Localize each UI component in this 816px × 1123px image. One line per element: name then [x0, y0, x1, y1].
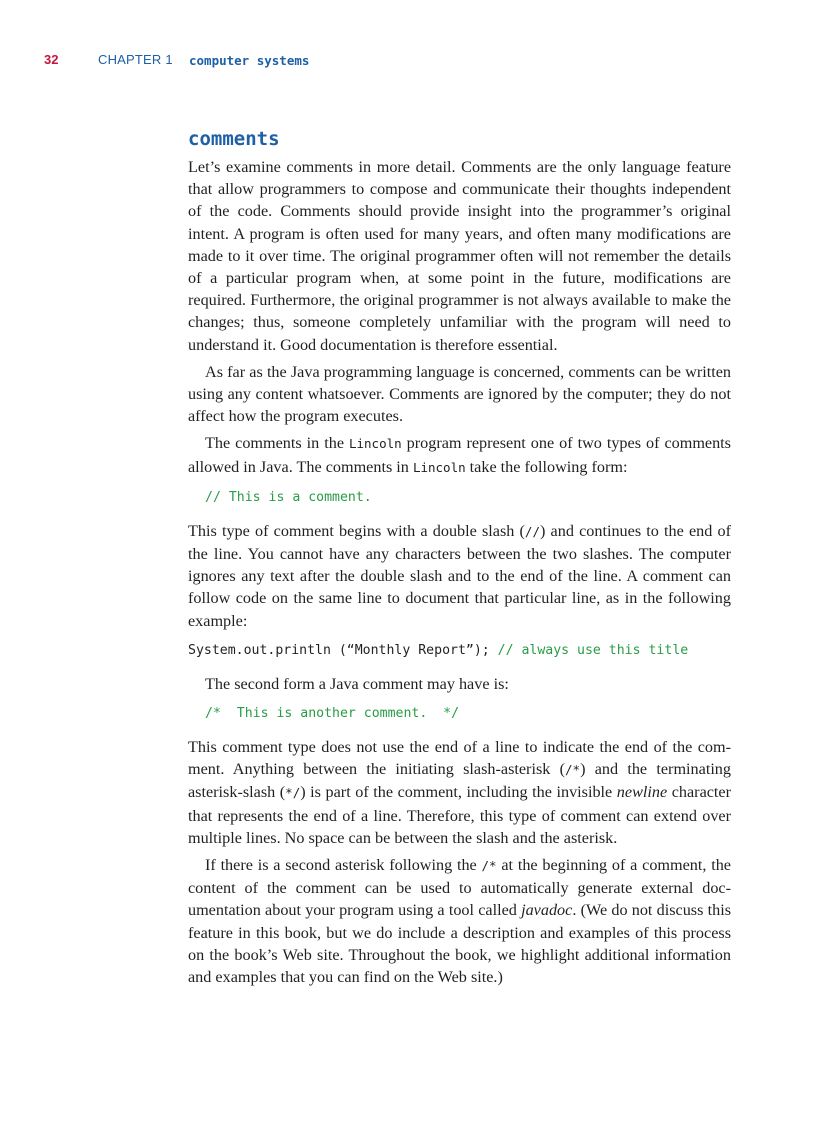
emphasis-newline: newline	[616, 783, 668, 802]
text-run: ) is part of the comment, including the invisible	[300, 783, 617, 802]
inline-code-double-slash: //	[524, 523, 540, 539]
paragraph-javadoc	[188, 854, 731, 988]
paragraph-java-content: As far as the Java programming language is concerned, comments can be written using any content whatsoever. Comments are ignored by the computer; they do not affect how the program executes.	[188, 362, 731, 426]
paragraph-intro: Let’s examine comments in more detail. Comments are the only language feature that allow programmers to compose and communicate their thoughts independent of the code. Comments should provide insight into the programmer’s original intent. A program is often used for many years, and often many modifications are made to it over time. The original programmer often will not remember the details of a particular program when, at some point in the future, modifications are required. Furthermore, the original programmer is not always available to make the changes; thus, someone completely unfamiliar with the program will need to understand it. Good documentation is therefore essential.	[188, 158, 731, 354]
text-run: This type of comment begins with a double slash (	[188, 521, 525, 540]
code-example-println	[188, 641, 731, 661]
paragraph-double-slash	[188, 520, 731, 632]
text-run: at the beginning of a comment, the content of the comment can be used to automatically generate external documentation about your program using a tool called	[188, 856, 731, 920]
section-heading: comments	[188, 128, 280, 150]
text-run: ) and the terminating asterisk-slash (	[188, 760, 731, 802]
paragraph-block-comment	[188, 736, 731, 849]
text-run: program represent one of two types of comments allowed in Java. The comments in	[188, 434, 731, 476]
inline-code-asterisk-slash: */	[285, 785, 301, 801]
text-run: character that represents the end of a line. Therefore, this type of comment can extend over multiple lines. No space can be between the slash and the asterisk.	[188, 783, 732, 847]
text-run: This comment type does not use the end of a line to indicate the end of the comment. Anything between the initiating slash-asterisk (	[188, 738, 731, 779]
chapter-title: computer systems	[189, 53, 310, 68]
code-example-block-comment: /* This is another comment. */	[205, 706, 460, 722]
text-run: If there is a second asterisk following the	[205, 856, 482, 875]
inline-code-slash-asterisk: /*	[481, 858, 497, 874]
inline-code-lincoln: Lincoln	[348, 436, 402, 452]
inline-code-lincoln: Lincoln	[412, 459, 466, 475]
text-run: The comments in the	[205, 434, 349, 453]
code-trailing-comment: // always use this title	[489, 642, 689, 658]
main-content	[188, 126, 731, 993]
code-statement: System.out.println (“Monthly Report”);	[188, 642, 490, 658]
text-run: take the following form:	[465, 457, 628, 476]
code-example-line-comment: // This is a comment.	[205, 489, 372, 505]
text-run: ) and continues to the end of the line. You cannot have any characters between the two slashes. The computer ignores any text after the double slash and to the end of the line. A comment can follow code on the same line to document that particular line, as in the following example:	[188, 521, 732, 630]
paragraph-comment-types	[188, 432, 731, 478]
emphasis-javadoc: javadoc	[521, 901, 573, 920]
paragraph-second-form: The second form a Java comment may have is:	[205, 674, 509, 693]
text-run: . (We do not discuss this feature in this book, but we do include a description and examples of this process on the book’s Web site. Throughout the book, we highlight additional information and examples that you can find on the Web site.)	[188, 901, 732, 987]
page-number: 32	[44, 52, 59, 67]
chapter-label: CHAPTER 1	[98, 52, 173, 67]
inline-code-slash-asterisk: /*	[565, 762, 581, 778]
